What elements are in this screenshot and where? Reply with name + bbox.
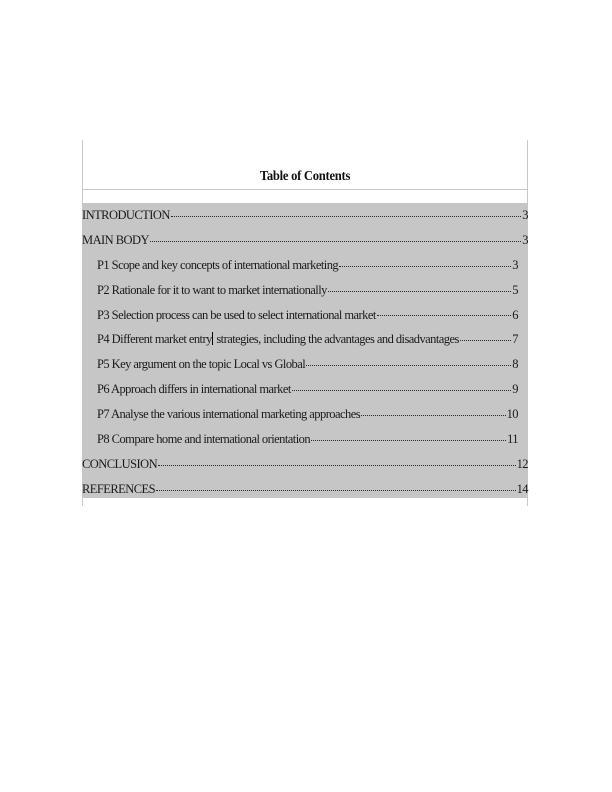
toc-entry-introduction[interactable] <box>82 203 528 228</box>
toc-entry-label: MAIN BODY <box>82 232 149 247</box>
toc-entry-p4[interactable] <box>82 327 528 352</box>
toc-entry-label-part: P4 Different market entry <box>97 332 212 347</box>
toc-entry-page: 11 <box>507 432 518 447</box>
dot-leader <box>328 290 511 292</box>
toc-entry-p6[interactable] <box>82 377 528 402</box>
margin-guide-top <box>82 189 528 190</box>
toc-entry-p7[interactable] <box>82 402 528 427</box>
toc-entry-label: P3 Selection process can be used to select international market <box>97 307 376 322</box>
toc-entry-references[interactable] <box>82 477 528 502</box>
toc-entry-p3[interactable] <box>82 303 528 328</box>
toc-entry-page: 5 <box>512 282 518 297</box>
toc-entry-page: 14 <box>516 481 528 496</box>
table-of-contents <box>82 203 528 502</box>
toc-entry-p8[interactable] <box>82 427 528 452</box>
toc-entry-label: P1 Scope and key concepts of international marketing <box>97 257 339 272</box>
toc-entry-label: P2 Rationale for it to want to market internationally <box>97 282 327 297</box>
dot-leader <box>339 265 511 267</box>
dot-leader <box>460 339 511 341</box>
dot-leader <box>150 240 521 242</box>
toc-entry-label: REFERENCES <box>82 481 155 496</box>
dot-leader <box>377 314 512 316</box>
toc-entry-p2[interactable] <box>82 278 528 303</box>
toc-entry-page: 3 <box>522 208 528 222</box>
dot-leader <box>311 439 506 441</box>
toc-entry-label: P6 Approach differs in international market <box>97 382 291 397</box>
dot-leader <box>171 215 521 217</box>
toc-entry-page: 9 <box>512 382 518 397</box>
dot-leader <box>292 389 512 391</box>
toc-entry-label: CONCLUSION <box>82 456 158 471</box>
toc-entry-page: 10 <box>506 407 518 422</box>
toc-entry-page: 7 <box>512 332 518 347</box>
dot-leader <box>361 414 506 416</box>
dot-leader <box>158 464 516 466</box>
toc-entry-label: P5 Key argument on the topic Local vs Global <box>97 357 306 372</box>
toc-entry-page: 6 <box>512 307 518 322</box>
toc-entry-label: INTRODUCTION <box>82 208 170 222</box>
toc-title: Table of Contents <box>259 169 351 184</box>
toc-entry-label: P8 Compare home and international orientation <box>97 432 311 447</box>
toc-entry-main-body[interactable] <box>82 228 528 253</box>
toc-entry-p5[interactable] <box>82 352 528 377</box>
toc-entry-conclusion[interactable] <box>82 452 528 477</box>
toc-entry-label-part: strategies, including the advantages and disadvantages <box>213 332 459 347</box>
toc-entry-page: 3 <box>512 257 518 272</box>
toc-entry-label: P7 Analyse the various international marketing approaches <box>97 407 361 422</box>
toc-entry-page: 3 <box>522 232 528 247</box>
dot-leader <box>156 489 516 491</box>
toc-entry-label <box>97 327 459 352</box>
toc-entry-page: 8 <box>512 357 518 372</box>
toc-entry-p1[interactable] <box>82 253 528 278</box>
toc-entry-page: 12 <box>516 456 528 471</box>
dot-leader <box>306 364 511 366</box>
